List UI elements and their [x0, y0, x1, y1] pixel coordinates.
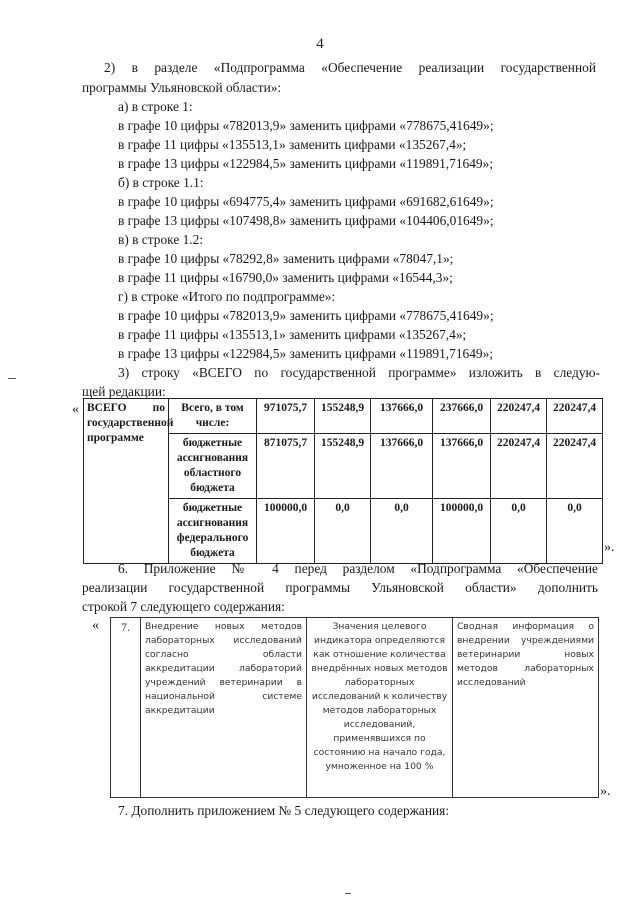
- open-quote: «: [92, 618, 99, 633]
- text-line: в графе 13 цифры «122984,5» заменить цифрами «119891,71649»;: [118, 156, 494, 171]
- row-label: бюджетные ассигнования областного бюджета: [169, 434, 257, 499]
- value-cell: 871075,7: [257, 434, 315, 499]
- text-line: в графе 10 цифры «782013,9» заменить цифрами «778675,41649»;: [118, 308, 494, 323]
- value-cell: 155248,9: [315, 399, 371, 434]
- close-quote: ».: [600, 784, 611, 799]
- value-cell: 220247,4: [491, 399, 547, 434]
- text-line: программы Ульяновской области»:: [82, 80, 282, 95]
- scan-mark: [345, 893, 351, 894]
- text-line: 2) в разделе «Подпрограмма «Обеспечение реализации государственной: [104, 60, 596, 75]
- text-line: в графе 11 цифры «16790,0» заменить цифрами «16544,3»;: [118, 270, 453, 285]
- value-cell: 237666,0: [433, 399, 491, 434]
- value-cell: 971075,7: [257, 399, 315, 434]
- value-cell: 220247,4: [547, 434, 603, 499]
- text-line: в графе 10 цифры «694775,4» заменить цифрами «691682,61649»;: [118, 194, 494, 209]
- table-row: [84, 399, 603, 434]
- value-cell: 0,0: [491, 499, 547, 564]
- text-line: в графе 10 цифры «78292,8» заменить цифрами «78047,1»;: [118, 251, 454, 266]
- value-cell: 137666,0: [433, 434, 491, 499]
- table-row: [111, 618, 599, 798]
- scan-mark: [8, 378, 16, 379]
- text-line: в) в строке 1.2:: [118, 232, 204, 247]
- text-line: в графе 13 цифры «122984,5» заменить цифрами «119891,71649»;: [118, 346, 494, 361]
- row-label: Всего, в том числе:: [169, 399, 257, 434]
- value-cell: 155248,9: [315, 434, 371, 499]
- text-line: а) в строке 1:: [118, 99, 193, 114]
- text-line: в графе 11 цифры «135513,1» заменить цифрами «135267,4»;: [118, 137, 467, 152]
- text-line: в графе 11 цифры «135513,1» заменить цифрами «135267,4»;: [118, 327, 467, 342]
- indicator-method-cell: Значения целевого индикатора определяются как отношение количества внедрённых новых методов лабораторных исследований к количеству методов лабораторных исследований, применявшихся по состоянию на начало года, умноженное на 100 %: [307, 618, 453, 798]
- value-cell: 137666,0: [371, 399, 433, 434]
- value-cell: 100000,0: [433, 499, 491, 564]
- text-line: в графе 13 цифры «107498,8» заменить цифрами «104406,01649»;: [118, 213, 494, 228]
- text-line: 7. Дополнить приложением № 5 следующего содержания:: [118, 803, 450, 818]
- value-cell: 137666,0: [371, 434, 433, 499]
- text-line: строкой 7 следующего содержания:: [82, 599, 285, 614]
- row-label: бюджетные ассигнования федерального бюджета: [169, 499, 257, 564]
- indicator-source-cell: Сводная информация о внедрении учреждениями ветеринарии новых методов лабораторных исследований: [453, 618, 599, 798]
- total-table: [83, 398, 603, 564]
- text-line: 3) строку «ВСЕГО по государственной программе» изложить в следую-: [118, 365, 600, 380]
- value-cell: 220247,4: [491, 434, 547, 499]
- row-title-cell: ВСЕГО по государственной программе: [84, 399, 169, 564]
- open-quote: «: [72, 402, 79, 417]
- indicator-name-cell: Внедрение новых методов лабораторных исследований согласно области аккредитации лабораторий учреждений ветеринарии в национальной системе аккредитации: [141, 618, 307, 798]
- indicator-table: [110, 617, 599, 798]
- value-cell: 0,0: [547, 499, 603, 564]
- text-line: в графе 10 цифры «782013,9» заменить цифрами «778675,41649»;: [118, 118, 494, 133]
- row-number: 7.: [111, 618, 141, 798]
- text-line: г) в строке «Итого по подпрограмме»:: [118, 289, 336, 304]
- text-line: щей редакции:: [82, 384, 166, 399]
- text-line: б) в строке 1.1:: [118, 175, 204, 190]
- value-cell: 0,0: [315, 499, 371, 564]
- value-cell: 220247,4: [547, 399, 603, 434]
- value-cell: 100000,0: [257, 499, 315, 564]
- close-quote: ».: [604, 540, 615, 555]
- text-line: 6. Приложение № 4 перед разделом «Подпрограмма «Обеспечение: [118, 561, 598, 576]
- page-number: 4: [316, 36, 324, 52]
- value-cell: 0,0: [371, 499, 433, 564]
- text-line: реализации государственной программы Ульяновской области» дополнить: [82, 580, 598, 595]
